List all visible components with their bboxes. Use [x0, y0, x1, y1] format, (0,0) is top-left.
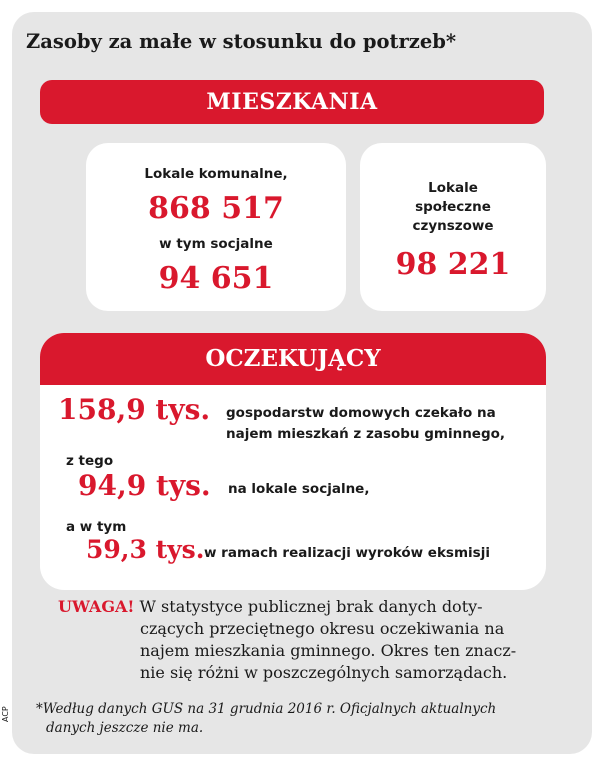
- oczekujacy-total-value: 158,9 tys.: [58, 393, 211, 426]
- spoleczne-label-line: Lokale: [428, 180, 478, 196]
- connector-z-tego: z tego: [66, 453, 114, 469]
- card-lokale-komunalne: [86, 143, 346, 311]
- footnote-line: *Według danych GUS na 31 grudnia 2016 r. Oficjalnych aktualnych: [36, 701, 497, 717]
- komunalne-label: Lokale komunalne,: [144, 166, 288, 182]
- oczekujacy-eksmisje-value: 59,3 tys.: [86, 535, 205, 564]
- card-lokale-spoleczne: [360, 143, 546, 311]
- section-heading-mieszkania: MIESZKANIA: [40, 80, 544, 124]
- oczekujacy-socjalne-value: 94,9 tys.: [78, 469, 211, 502]
- uwaga-label: UWAGA!: [58, 597, 135, 616]
- oczekujacy-total-text-line: gospodarstw domowych czekało na: [226, 405, 496, 421]
- spoleczne-label-line: czynszowe: [412, 218, 494, 234]
- oczekujacy-eksmisje-text: w ramach realizacji wyroków eksmisji: [204, 545, 490, 561]
- uwaga-text-line: czących przeciętnego okresu oczekiwania na: [140, 619, 505, 638]
- oczekujacy-total-text: [226, 403, 505, 445]
- spoleczne-value: 98 221: [395, 247, 511, 282]
- oczekujacy-socjalne-text: na lokale socjalne,: [228, 481, 370, 497]
- komunalne-value: 868 517: [148, 191, 284, 226]
- oczekujacy-total-text-line: najem mieszkań z zasobu gminnego,: [226, 426, 506, 442]
- page-title: Zasoby za małe w stosunku do potrzeb*: [26, 30, 457, 53]
- uwaga-text-line: nie się różni w poszczególnych samorządach.: [140, 663, 508, 682]
- uwaga-text-line: najem mieszkania gminnego. Okres ten znacz-: [140, 641, 517, 660]
- socjalne-label: w tym socjalne: [159, 236, 273, 252]
- section-heading-oczekujacy: OCZEKUJĄCY: [40, 333, 546, 385]
- uwaga-text-line: W statystyce publicznej brak danych doty-: [139, 597, 483, 616]
- socjalne-value: 94 651: [158, 261, 274, 296]
- oczekujacy-box: [40, 333, 546, 590]
- connector-a-w-tym: a w tym: [66, 519, 127, 535]
- uwaga-note: [58, 596, 578, 684]
- footnote-line: danych jeszcze nie ma.: [46, 720, 204, 736]
- credit-label: ACP: [1, 706, 10, 722]
- spoleczne-label: [360, 179, 546, 236]
- footnote: [36, 700, 556, 738]
- spoleczne-label-line: społeczne: [415, 199, 491, 215]
